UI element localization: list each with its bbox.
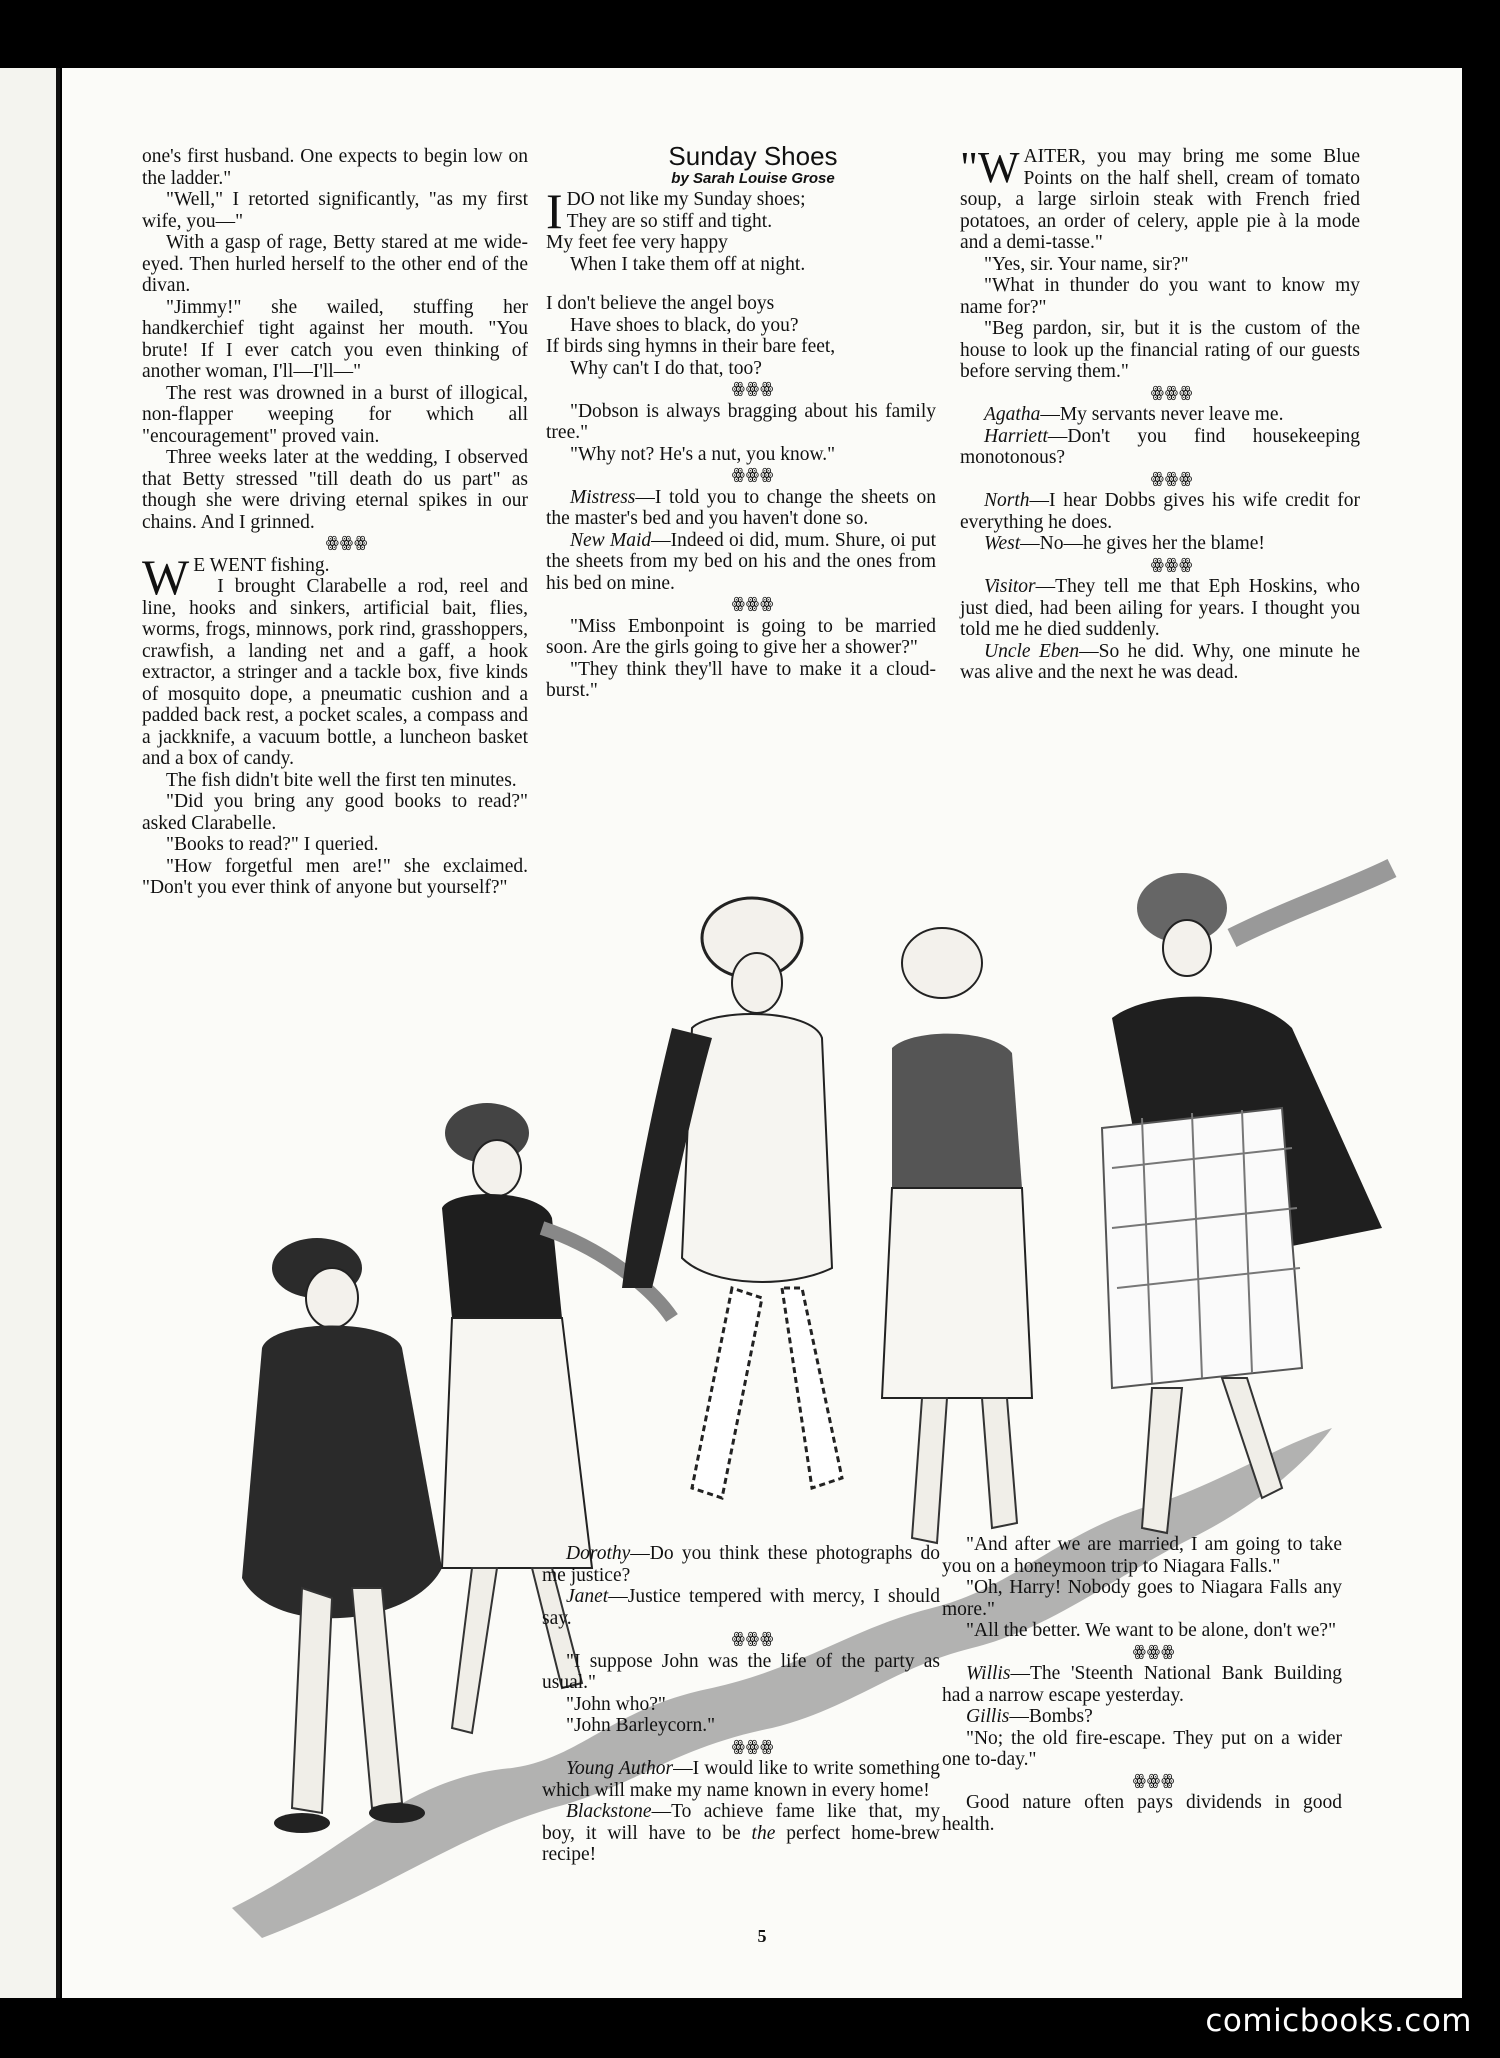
paragraph — [960, 143, 1360, 254]
paragraph-text: —To achieve fame like that, my boy, it will have to be — [542, 1801, 940, 1844]
speaker-name: New Maid — [570, 529, 652, 551]
drop-cap-letter: W — [977, 143, 1020, 192]
paragraph — [942, 1663, 1342, 1706]
poem-line: Have shoes to black, do you? — [570, 314, 799, 336]
paragraph: "Why not? He's a nut, you know." — [570, 443, 836, 465]
paragraph — [960, 533, 1360, 555]
paragraph — [542, 1801, 940, 1866]
paragraph: "How forgetful men are!" she exclaimed. "Don't you ever think of anyone but yourself?" — [142, 855, 528, 898]
paragraph — [542, 1543, 940, 1586]
section-ornament: ꙮꙮꙮ — [731, 1738, 775, 1755]
poem-line: If birds sing hymns in their bare feet, — [546, 336, 836, 357]
paragraph: Good nature often pays dividends in good health. — [942, 1792, 1342, 1835]
section-ornament: ꙮꙮꙮ — [1132, 1643, 1176, 1660]
paragraph: Three weeks later at the wedding, I observed that Betty stressed "till death do us part" as though she were driving eternal spikes in our chains. And I grinned. — [142, 447, 528, 533]
paragraph — [542, 1758, 940, 1801]
paragraph: I brought Clarabelle a rod, reel and line, hooks and sinkers, artificial bait, flies, worms, frogs, minnows, pork rind, grasshoppers, crawfish, a landing net and a gaff, a hook extractor, a stringer and a tackle box, five kinds of mosquito dope, a pneumatic cushion and a padded back rest, a pocket scales, a compass and a jackknife, a vacuum bottle, a luncheon basket and a box of candy. — [142, 576, 528, 769]
drop-cap — [960, 143, 1020, 192]
paragraph-text: —The 'Steenth National Bank Building had a narrow escape yesterday. — [942, 1663, 1342, 1706]
paragraph: one's first husband. One expects to begin low on the ladder." — [142, 146, 528, 189]
poem-line: Why can't I do that, too? — [570, 357, 762, 379]
paragraph: "And after we are married, I am going to take you on a honeymoon trip to Niagara Falls." — [942, 1534, 1342, 1577]
page-number: 5 — [757, 1926, 767, 1946]
speaker-name: North — [984, 490, 1030, 511]
poem-line: When I take them off at night. — [570, 253, 806, 275]
paragraph: "Dobson is always bragging about his family tree." — [546, 400, 936, 443]
paragraph — [960, 576, 1360, 641]
speaker-name: Mistress — [570, 486, 636, 508]
paragraph: "What in thunder do you want to know my name for?" — [960, 275, 1360, 318]
paragraph-text: —I hear Dobbs gives his wife credit for everything he does. — [960, 490, 1360, 533]
poem-title: Sunday Shoes — [668, 141, 838, 171]
speaker-name: Janet — [566, 1586, 609, 1607]
paragraph-text: —Justice tempered with mercy, I should say. — [542, 1586, 940, 1629]
poem-line-text: DO not like my Sunday shoes; — [566, 189, 806, 210]
paragraph: With a gasp of rage, Betty stared at me wide-eyed. Then hurled herself to the other end of the divan. — [142, 232, 528, 296]
speaker-name: Uncle Eben — [984, 640, 1080, 662]
paragraph — [960, 641, 1360, 684]
paragraph: "Well," I retorted significantly, "as my first wife, you—" — [142, 189, 528, 232]
paragraph — [142, 548, 528, 605]
right-column — [960, 143, 1360, 684]
section-ornament: ꙮꙮꙮ — [1132, 1772, 1176, 1789]
poem-line: My feet fee very happy — [546, 232, 728, 253]
poem-byline: by Sarah Louise Grose — [671, 169, 835, 187]
speaker-name: Harriett — [984, 425, 1048, 447]
speaker-name: Dorothy — [566, 1543, 631, 1564]
paragraph-text: —My servants never leave me. — [1040, 404, 1284, 425]
paragraph — [942, 1706, 1342, 1728]
left-column — [142, 146, 528, 899]
speaker-name: Willis — [966, 1663, 1011, 1684]
paragraph-text: —I would like to write something which will make my name known in every home! — [542, 1758, 941, 1801]
paragraph: "All the better. We want to be alone, don't we?" — [966, 1620, 1337, 1641]
paragraph: "Jimmy!" she wailed, stuffing her handkerchief tight against her mouth. "You brute! If I ever catch you even thinking of another woman, I'll—I'll—" — [142, 296, 528, 382]
figure-dark-coat — [242, 1238, 442, 1833]
paragraph — [546, 530, 936, 595]
drop-cap-quote: " — [960, 143, 978, 192]
paragraph: "Miss Embonpoint is going to be married soon. Are the girls going to give her a shower?" — [546, 615, 936, 658]
speaker-name: Visitor — [984, 576, 1036, 597]
speaker-name: Young Author — [566, 1758, 674, 1779]
middle-column — [546, 141, 936, 702]
poem — [546, 183, 936, 379]
section-ornament: ꙮꙮꙮ — [731, 381, 775, 397]
bottom-middle-column — [542, 1543, 940, 1866]
paragraph: The fish didn't bite well the first ten minutes. — [166, 769, 517, 791]
speaker-name: West — [984, 533, 1021, 554]
paragraph-text: —I told you to change the sheets on the master's bed and you haven't done so. — [546, 486, 936, 529]
paragraph: "John Barleycorn." — [566, 1715, 716, 1736]
paragraph-text: —They tell me that Eph Hoskins, who just died, had been ailing for years. I thought you told me he died suddenly. — [960, 576, 1360, 640]
drop-cap: W — [142, 548, 190, 605]
paragraph-text: perfect home-brew recipe! — [542, 1822, 940, 1865]
figure-striped-blouse — [882, 928, 1032, 1543]
magazine-page — [62, 68, 1462, 1998]
speaker-name: Agatha — [984, 404, 1041, 425]
paragraph — [542, 1586, 940, 1629]
figure-argyle-stockings — [622, 898, 842, 1498]
paragraph: The rest was drowned in a burst of illogical, non-flapper weeping for which all "encouragement" proved vain. — [142, 382, 528, 447]
paragraph — [960, 426, 1360, 469]
paragraph-text: —So he did. Why, one minute he was alive and the next he was dead. — [960, 640, 1360, 683]
paragraph-text: AITER, you may bring me some Blue Points on the half shell, cream of tomato soup, a large sirloin steak with French fried potatoes, an order of celery, apple pie à la mode and a demi-tasse." — [960, 146, 1360, 253]
paragraph-text: —Don't you find housekeeping monotonous? — [960, 425, 1360, 468]
drop-cap: I — [546, 183, 563, 239]
paragraph-text: —No—he gives her the blame! — [1020, 533, 1265, 554]
figure-plaid-skirt — [1102, 868, 1392, 1533]
paragraph: "Books to read?" I queried. — [166, 834, 379, 855]
section-ornament: ꙮꙮꙮ — [731, 596, 775, 612]
section-ornament: ꙮꙮꙮ — [1150, 556, 1194, 573]
bottom-right-column — [942, 1534, 1342, 1835]
paragraph — [960, 404, 1360, 426]
paragraph: "Oh, Harry! Nobody goes to Niagara Falls any more." — [942, 1577, 1342, 1620]
paragraph-text: —Indeed oi did, mum. Shure, oi put the sheets from my bed on his and the ones from his bed on mine. — [546, 529, 936, 594]
paragraph-text: E WENT fishing. — [193, 554, 330, 576]
section-ornament: ꙮꙮꙮ — [1150, 470, 1194, 487]
paragraph — [546, 487, 936, 530]
paragraph: "I suppose John was the life of the party as usual." — [542, 1650, 940, 1693]
paragraph-text: —Do you think these photographs do me justice? — [542, 1543, 940, 1586]
section-ornament: ꙮꙮꙮ — [731, 467, 775, 483]
paragraph: "Yes, sir. Your name, sir?" — [984, 253, 1189, 275]
emphasis: the — [751, 1822, 776, 1844]
paragraph: "Did you bring any good books to read?" asked Clarabelle. — [142, 791, 528, 834]
speaker-name: Gillis — [966, 1706, 1010, 1727]
poem-line: I don't believe the angel boys — [546, 293, 775, 314]
section-ornament: ꙮꙮꙮ — [731, 1631, 775, 1647]
site-watermark: comicbooks.com — [1205, 2003, 1472, 2039]
speaker-name: Blackstone — [566, 1801, 652, 1822]
paragraph: "John who?" — [566, 1693, 666, 1715]
paragraph — [960, 490, 1360, 533]
paragraph: "They think they'll have to make it a cloud-burst." — [546, 658, 936, 701]
poem-line: They are so stiff and tight. — [566, 210, 773, 232]
section-ornament: ꙮꙮꙮ — [1150, 384, 1194, 401]
adjacent-page-edge — [0, 68, 60, 1998]
paragraph: "No; the old fire-escape. They put on a wider one to-day." — [942, 1727, 1342, 1770]
paragraph: "Beg pardon, sir, but it is the custom of the house to look up the financial rating of our guests before serving them." — [960, 318, 1360, 382]
section-ornament: ꙮꙮꙮ — [325, 535, 369, 551]
paragraph-text: —Bombs? — [1009, 1706, 1093, 1727]
